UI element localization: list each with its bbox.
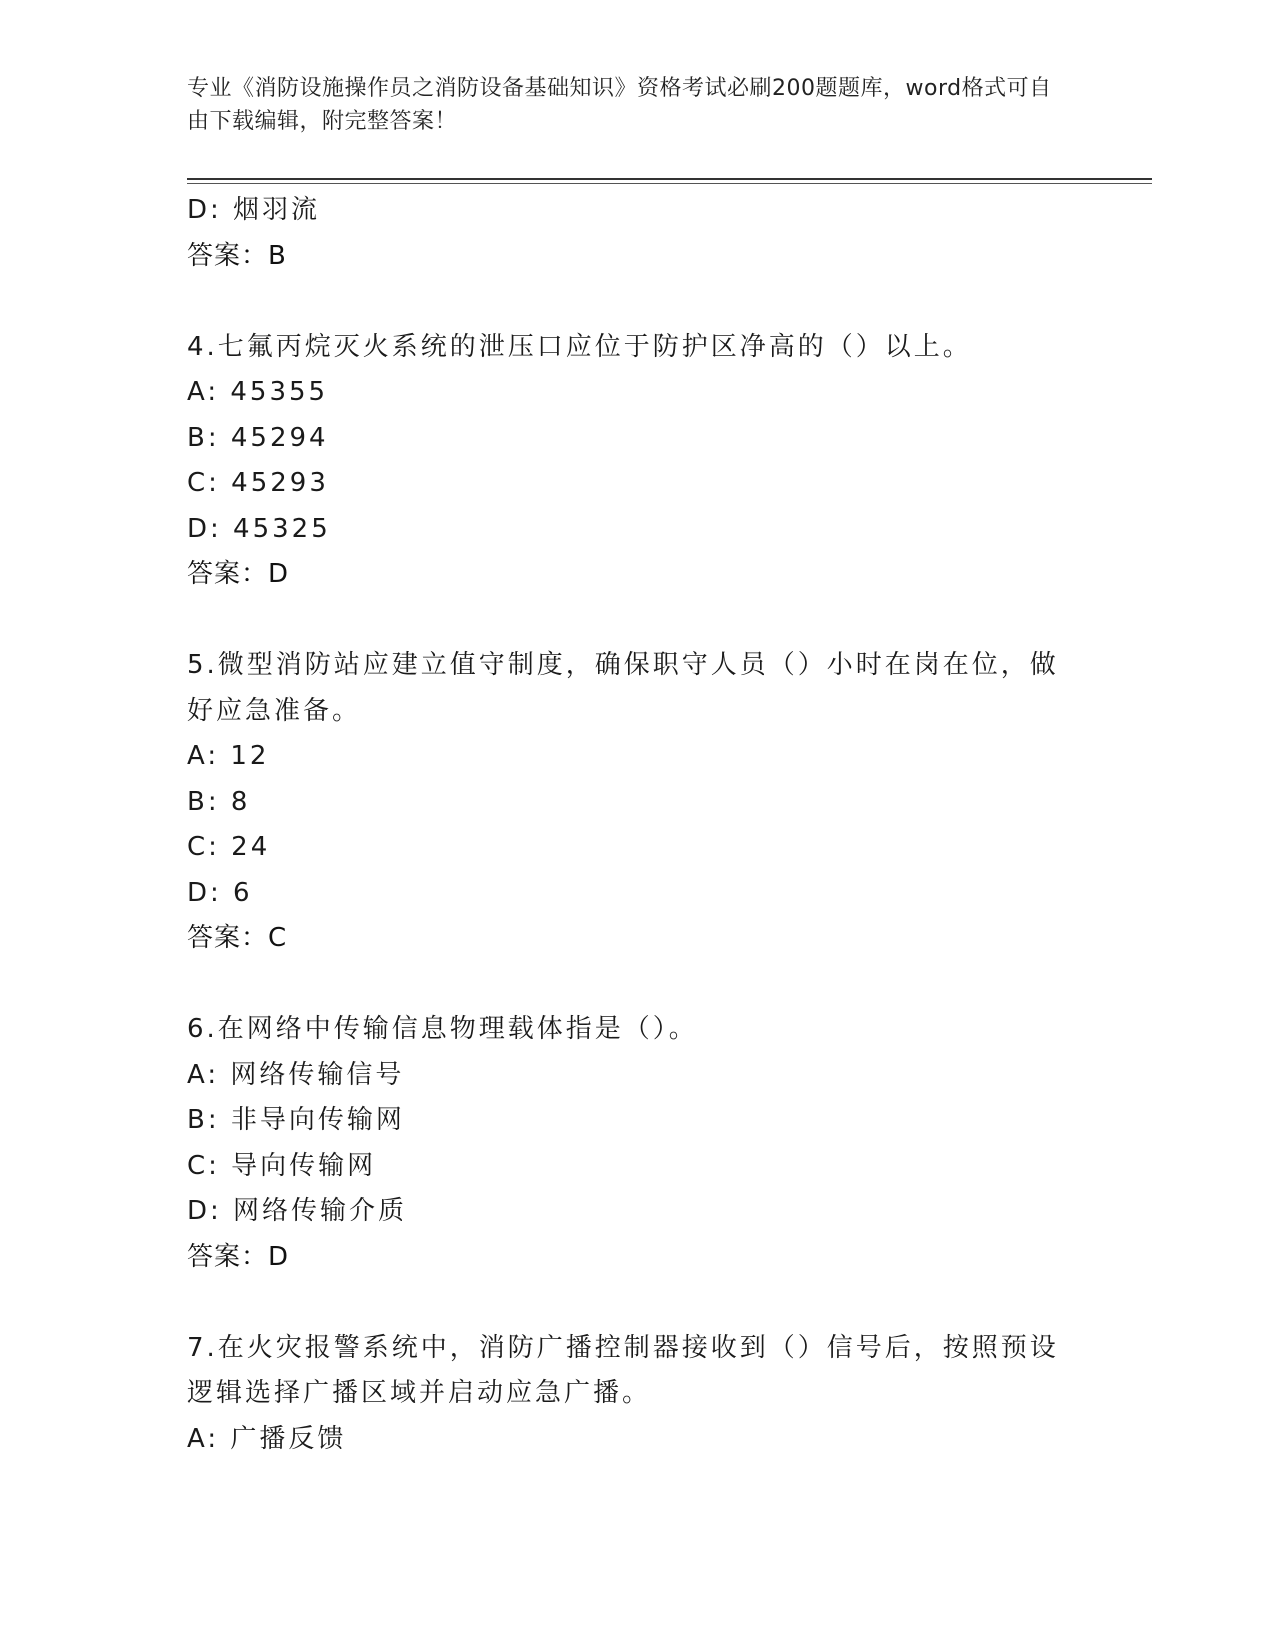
option-c: C: 24	[187, 832, 271, 862]
option-a: A: 广播反馈	[187, 1423, 347, 1454]
option-d: D: 6	[187, 877, 253, 908]
question-4	[187, 325, 1067, 598]
option-b: B: 非导向传输网	[187, 1105, 405, 1135]
question-6	[187, 1007, 1067, 1280]
option-d: D: 45325	[187, 513, 331, 544]
answer-line: 答案：D	[187, 1241, 290, 1272]
answer-line: 答案：C	[187, 923, 288, 953]
option-a: A: 45355	[187, 377, 329, 407]
question-stem: 5.微型消防站应建立值守制度，确保职守人员（）小时在岗在位，做好应急准备。	[187, 650, 1059, 726]
question-content	[187, 188, 1067, 1462]
question-7	[187, 1326, 1067, 1463]
option-a: A: 网络传输信号	[187, 1059, 405, 1090]
page-header: 专业《消防设施操作员之消防设备基础知识》资格考试必刷200题题库，word格式可自由下载编辑，附完整答案！	[187, 76, 1052, 134]
answer-line: 答案：B	[187, 240, 287, 271]
option-c: C: 45293	[187, 468, 329, 498]
option-c: C: 导向传输网	[187, 1150, 377, 1181]
option-b: B: 8	[187, 786, 251, 817]
question-stem: 6.在网络中传输信息物理载体指是（）。	[187, 1014, 698, 1044]
question-stem: 4.七氟丙烷灭火系统的泄压口应位于防护区净高的（）以上。	[187, 331, 972, 362]
spacer	[187, 598, 1067, 644]
question-stem: 7.在火灾报警系统中，消防广播控制器接收到（）信号后，按照预设逻辑选择广播区域并启动应急广播。	[187, 1332, 1059, 1408]
answer-line: 答案：D	[187, 559, 290, 589]
question-5	[187, 643, 1067, 962]
option-d: D: 烟羽流	[187, 195, 321, 225]
option-b: B: 45294	[187, 422, 329, 453]
spacer	[187, 1280, 1067, 1326]
option-a: A: 12	[187, 741, 270, 771]
header-rule-thick	[187, 178, 1152, 180]
spacer	[187, 962, 1067, 1008]
option-d: D: 网络传输介质	[187, 1196, 408, 1226]
spacer	[187, 279, 1067, 325]
header-rule-thin	[187, 183, 1152, 184]
